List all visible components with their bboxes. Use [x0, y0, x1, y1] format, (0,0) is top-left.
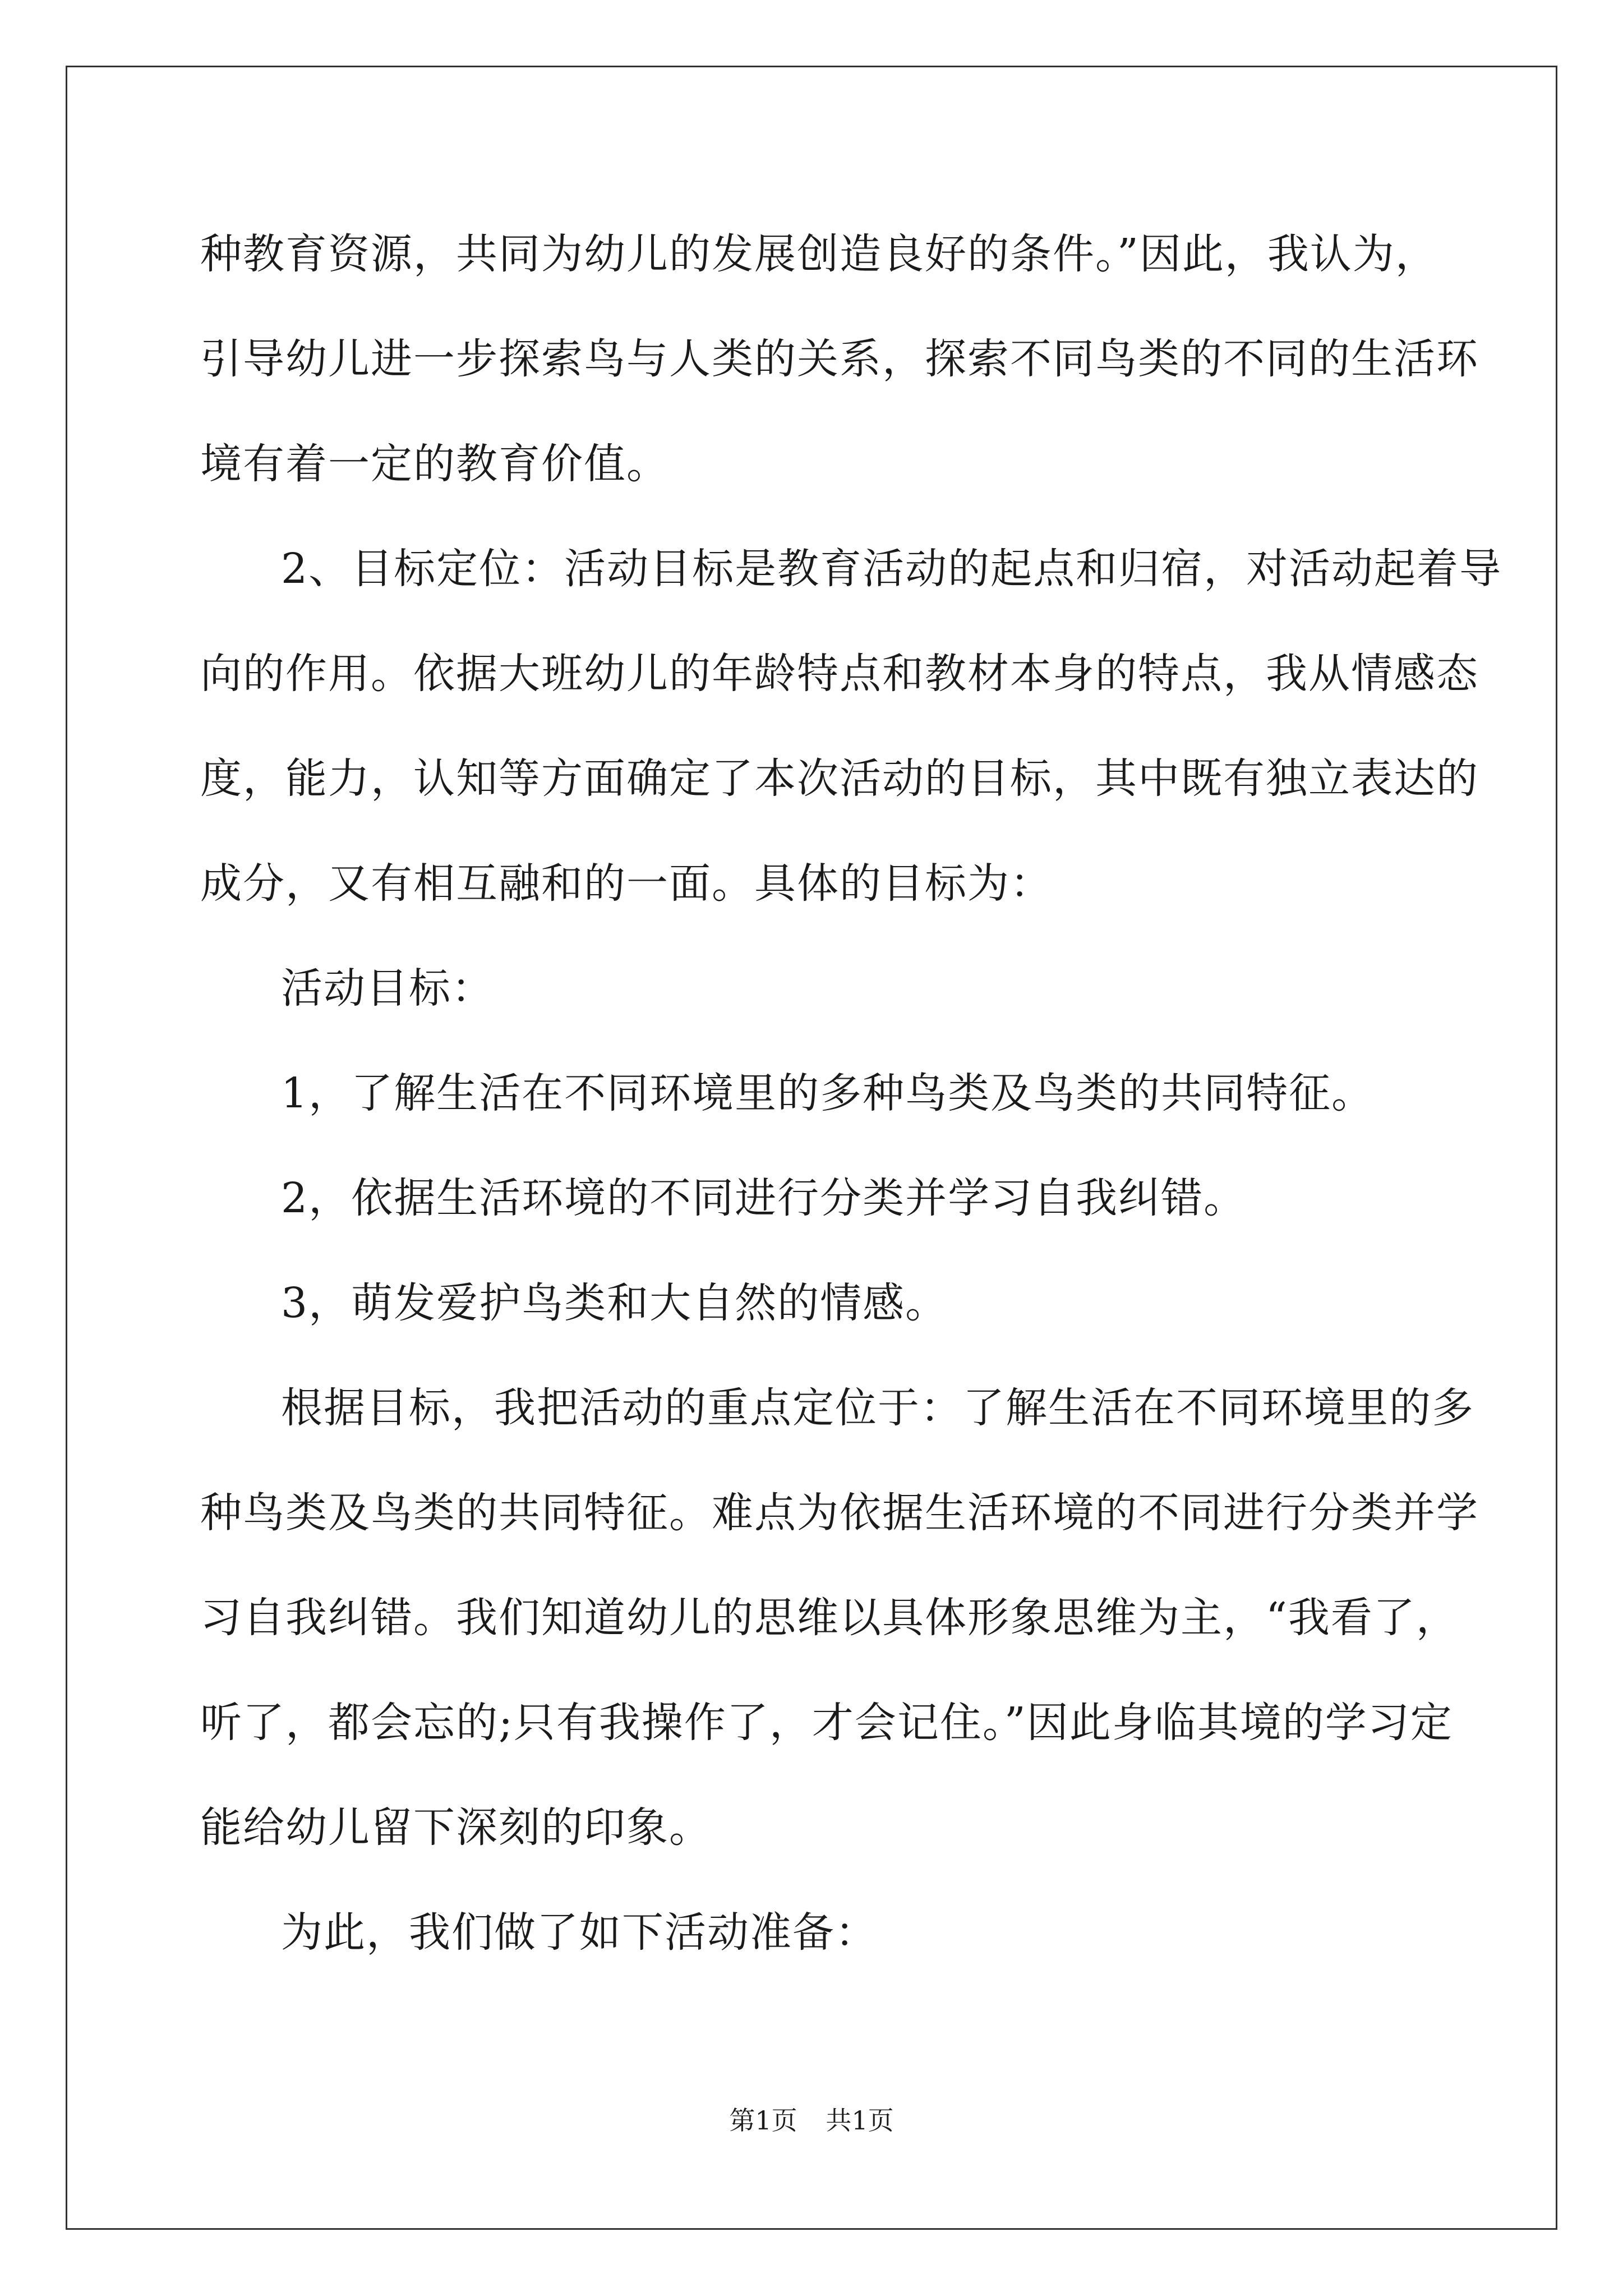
text-line: 引导幼儿进一步探索鸟与人类的关系，探索不同鸟类的不同的生活环	[200, 335, 1479, 383]
text-line: 境有着一定的教育价值。	[200, 440, 669, 488]
text-line: 种教育资源，共同为幼儿的发展创造良好的条件。”因此，我认为，	[200, 230, 1438, 278]
page-footer	[0, 2104, 1623, 2137]
text-line: 2、目标定位：活动目标是教育活动的起点和归宿，对活动起着导	[281, 545, 1502, 593]
text-line: 听了，都会忘的;只有我操作了，才会记住。”因此身临其境的学习定	[200, 1699, 1453, 1747]
text-line: 根据目标，我把活动的重点定位于：了解生活在不同环境里的多	[281, 1384, 1474, 1432]
text-line: 活动目标：	[281, 964, 494, 1013]
text-line: 2，依据生活环境的不同进行分类并学习自我纠错。	[281, 1174, 1247, 1222]
text-line: 能给幼儿留下深刻的印象。	[200, 1803, 712, 1852]
text-line: 为此，我们做了如下活动准备：	[281, 1908, 878, 1957]
text-line: 3，萌发爱护鸟类和大自然的情感。	[281, 1279, 948, 1327]
text-line: 向的作用。依据大班幼儿的年龄特点和教材本身的特点，我从情感态	[200, 650, 1479, 698]
page-number: 第1页	[729, 2105, 797, 2136]
text-line: 种鸟类及鸟类的共同特征。难点为依据生活环境的不同进行分类并学	[200, 1489, 1479, 1537]
page-total: 共1页	[826, 2105, 894, 2136]
text-line: 度，能力，认知等方面确定了本次活动的目标，其中既有独立表达的	[200, 754, 1479, 803]
text-line: 习自我纠错。我们知道幼儿的思维以具体形象思维为主，“我看了，	[200, 1594, 1459, 1642]
text-line: 1，了解生活在不同环境里的多种鸟类及鸟类的共同特征。	[281, 1069, 1375, 1117]
body-text	[200, 202, 1502, 1985]
text-line: 成分，又有相互融和的一面。具体的目标为：	[200, 859, 1053, 908]
